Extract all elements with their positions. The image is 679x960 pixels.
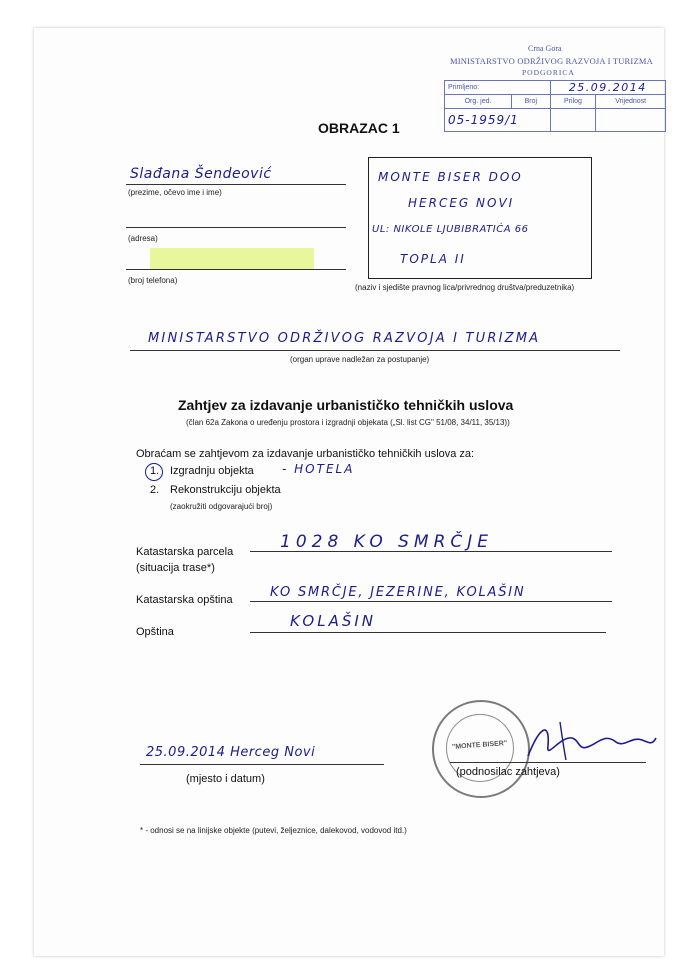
company-seal — [432, 700, 530, 798]
phone-caption: (broj telefona) — [128, 276, 178, 285]
stamp-col-prilog: Prilog — [550, 95, 596, 109]
option1-label: Izgradnju objekta — [170, 465, 254, 477]
place-date-value: 25.09.2014 Herceg Novi — [146, 745, 316, 760]
municipality-label: Opština — [136, 626, 174, 638]
applicant-name: Slađana Šendeović — [130, 166, 272, 182]
address-line — [126, 227, 346, 228]
option1-handwritten: - HOTELA — [282, 462, 355, 476]
footnote: * - odnosi se na linijske objekte (putevi, željeznice, dalekovod, vodovod itd.) — [140, 826, 407, 835]
request-subtitle: (član 62a Zakona o uređenju prostora i izgradnji objekata („Sl. list CG" 51/08, 34/11, 35/13)) — [186, 418, 510, 427]
authority-caption: (organ uprave nadležan za postupanje) — [290, 355, 430, 364]
request-intro: Obraćam se zahtjevom za izdavanje urbanističko tehničkih uslova za: — [136, 448, 475, 460]
applicant-signature-line — [450, 762, 646, 763]
phone-line — [126, 269, 346, 270]
place-date-line — [140, 764, 384, 765]
option2-number: 2. — [150, 484, 160, 496]
place-date-caption: (mjesto i datum) — [186, 773, 265, 785]
stamp-city: PODGORICA — [522, 68, 575, 77]
applicant-name-line — [126, 184, 346, 185]
parcel-value: 1028 KO SMRČJE — [280, 532, 494, 552]
applicant-signature-caption: (podnosilac zahtjeva) — [456, 766, 560, 778]
address-caption: (adresa) — [128, 234, 158, 243]
stamp-country: Crna Gora — [528, 44, 562, 53]
company-line-2: HERCEG NOVI — [408, 196, 515, 210]
cadastral-municipality-value: KO SMRČJE, JEZERINE, KOLAŠIN — [270, 585, 526, 600]
stamp-col-broj: Broj — [512, 95, 551, 109]
phone-highlight — [150, 248, 314, 270]
authority-line — [130, 350, 620, 351]
stamp-number: 05-1959/1 — [445, 109, 551, 132]
company-line-1: MONTE BISER DOO — [378, 170, 523, 184]
parcel-line — [250, 551, 612, 552]
stamp-received-label: Primljeno: — [445, 81, 551, 95]
stamp-col-vrijednost: Vrijednost — [596, 95, 666, 109]
seal-text: "MONTE BISER" — [451, 740, 508, 751]
company-line-3: UL: NIKOLE LJUBIBRATIĆA 66 — [372, 224, 529, 235]
applicant-signature — [520, 716, 660, 766]
option1-number: 1. — [150, 465, 160, 477]
municipality-value: KOLAŠIN — [290, 612, 377, 630]
cadastral-municipality-label: Katastarska opština — [136, 594, 233, 606]
stamp-ministry: MINISTARSTVO ODRŽIVOG RAZVOJA I TURIZMA — [450, 56, 653, 66]
parcel-label: Katastarska parcela — [136, 546, 234, 558]
option-caption: (zaokružiti odgovarajući broj) — [170, 502, 273, 511]
cadastral-municipality-line — [250, 601, 612, 602]
registry-stamp-table — [444, 80, 666, 132]
company-line-4: TOPLA II — [400, 252, 466, 266]
option2-label: Rekonstrukciju objekta — [170, 484, 281, 496]
request-title: Zahtjev za izdavanje urbanističko tehničkih uslova — [178, 397, 514, 413]
stamp-col-org: Org. jed. — [445, 95, 512, 109]
parcel-sublabel: (situacija trase*) — [136, 562, 215, 574]
municipality-line — [250, 632, 606, 633]
form-title: OBRAZAC 1 — [318, 120, 400, 136]
stamp-received-date: 25.09.2014 — [550, 81, 665, 95]
authority-name: MINISTARSTVO ODRŽIVOG RAZVOJA I TURIZMA — [148, 331, 541, 346]
company-caption: (naziv i sjedište pravnog lica/privrednog društva/preduzetnika) — [355, 283, 575, 292]
applicant-name-caption: (prezime, očevo ime i ime) — [128, 188, 222, 197]
